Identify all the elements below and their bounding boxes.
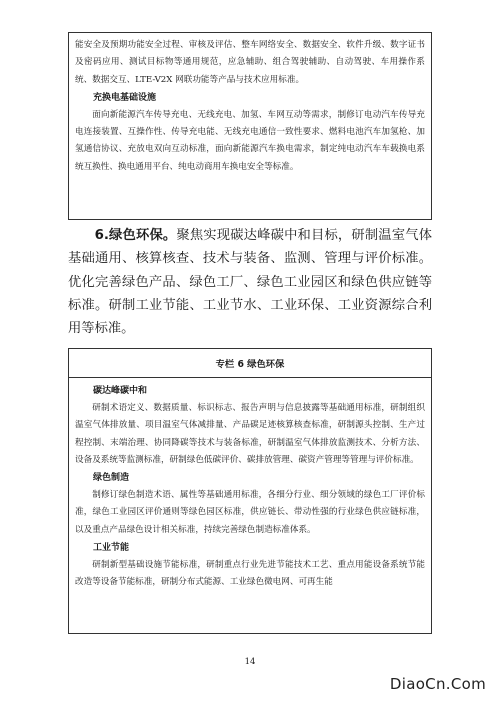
- item-body-energy-saving: 研制新型基础设施节能标准，研制重点行业先进节能技术工艺、重点用能设备系统节能改造等设备节能标准，研制分布式能源、工业绿色微电网、可再生能: [75, 560, 425, 588]
- box1-charging-body: 面向新能源汽车传导充电、无线充电、加氢、车网互动等需求，制修订电动汽车传导充电连接装置、互操作性、传导充电能、无线充电通信一致性要求、燃料电池汽车加氢枪、加氢通信协议、充放电双向互动标准，面向新能源汽车换电需求，制定纯电动汽车车载换电系统互换性、换电通用平台、纯电动商用车换电安全等标准。: [75, 109, 425, 172]
- item-body-green-manufacturing: 制修订绿色制造术语、属性等基础通用标准，各细分行业、细分领域的绿色工厂评价标准，绿色工业园区评价通则等绿色园区标准，供应链长、带动性强的行业绿色供应链标准，以及重点产品绿色设计相关标准，持续完善绿色制造标准体系。: [75, 490, 425, 535]
- standards-box-continued: [68, 32, 432, 220]
- section-6-text: 聚焦实现碳达峰碳中和目标，研制温室气体基础通用、核算核查、技术与装备、监测、管理与评价标准。优化完善绿色产品、绿色工厂、绿色工业园区和绿色供应链等标准。研制工业节能、工业节水、工业环保、工业资源综合利用等标准。: [68, 228, 432, 337]
- column-6-box: [68, 348, 432, 634]
- item-heading-green-manufacturing: 绿色制造: [93, 473, 130, 484]
- box1-continuation-text: 能安全及预期功能安全过程、审核及评估、整车网络安全、数据安全、软件升级、数字证书及密码应用、测试目标物等通用规范，应急辅助、组合驾驶辅助、自动驾驶、车用操作系统、数据交互、LTE-V2X 网联功能等产品与技术应用标准。: [75, 40, 425, 85]
- page-number: 14: [244, 657, 256, 667]
- item-heading-carbon: 碳达峰碳中和: [93, 386, 148, 396]
- item-body-carbon: 研制术语定义、数据质量、标识标志、报告声明与信息披露等基础通用标准，研制组织温室气体排放量、项目温室气体减排量、产品碳足迹核算核查标准，研制源头控制、生产过程控制、末端治理、协同降碳等技术与装备标准，研制温室气体排放监测技术、分析方法、设备及系统等监测标准，研制绿色低碳评价、碳排放管理、碳资产管理等管理与评价标准。: [75, 403, 425, 465]
- column-6-body: [69, 378, 431, 592]
- box1-heading-charging: 充换电基础设施: [93, 92, 157, 103]
- section-6-label: 6.绿色环保。: [94, 228, 177, 243]
- item-heading-energy-saving: 工业节能: [93, 543, 130, 554]
- section-6-paragraph: [68, 224, 432, 340]
- watermark-text: DiaoCn.Com: [389, 675, 486, 693]
- column-6-title: 专栏 6 绿色环保: [69, 349, 431, 378]
